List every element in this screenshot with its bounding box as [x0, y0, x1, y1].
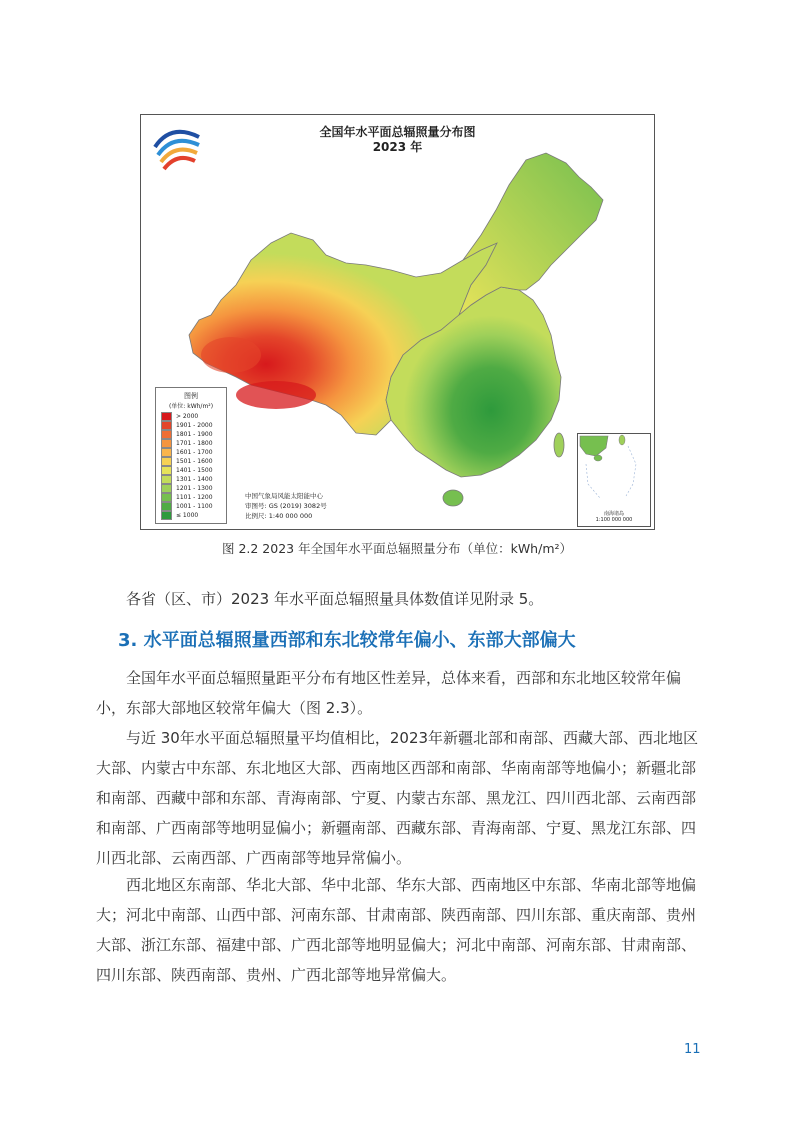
- map-title-line2: 2023 年: [372, 140, 423, 154]
- section-heading: 3. 水平面总辐照量西部和东北较常年偏小、东部大部偏大: [118, 630, 576, 651]
- figure-caption: 图 2.2 2023 年全国年水平面总辐照量分布（单位：kWh/m²）: [221, 541, 573, 556]
- credit-line2: 审图号: GS (2019) 3082号: [245, 502, 327, 510]
- legend-item: [161, 430, 226, 439]
- legend-item: [161, 484, 226, 493]
- inset-label-line2: 1:100 000 000: [595, 517, 633, 523]
- legend-unit: (单位: kWh/m²): [168, 403, 214, 410]
- legend-label: 1501 - 1600: [176, 458, 213, 465]
- map-taiwan-island: [554, 433, 564, 457]
- legend-swatch: [161, 439, 172, 448]
- legend-label: > 2000: [176, 413, 199, 420]
- map-northeast-region: [459, 153, 603, 315]
- legend-swatch: [161, 457, 172, 466]
- legend-label: 1801 - 1900: [176, 431, 213, 438]
- paragraph-below-average: 与近 30年水平面总辐照量平均值相比，2023年新疆北部和南部、西藏大部、西北地区大部、内蒙古中东部、东北地区大部、西南地区西部和南部、华南南部等地偏小；新疆北部和南部、西藏中部和东部、青海南部、宁夏、内蒙古东部、黑龙江、四川西北部、云南西部和南部、广西南部等地明显偏小；新疆南部、西藏东部、青海南部、宁夏、黑龙江东部、四川西北部、云南西部、广西南部等地异常偏小。: [96, 729, 699, 867]
- legend-swatch: [161, 511, 172, 520]
- legend-item: [161, 421, 226, 430]
- legend-item: [161, 475, 226, 484]
- legend-item: [161, 439, 226, 448]
- inset-map: [578, 434, 650, 504]
- paragraph-appendix-note: 各省（区、市）2023 年水平面总辐照量具体数值详见附录 5。: [126, 590, 544, 608]
- legend-label: 1301 - 1400: [176, 476, 213, 483]
- legend-item: [161, 412, 226, 421]
- legend-label: 1401 - 1500: [176, 467, 213, 474]
- legend-swatch: [161, 475, 172, 484]
- legend-item: [161, 448, 226, 457]
- solar-map-figure: [140, 114, 655, 530]
- legend-swatch: [161, 493, 172, 502]
- legend-swatch: [161, 430, 172, 439]
- legend-swatch: [161, 448, 172, 457]
- legend-label: 1001 - 1100: [176, 503, 213, 510]
- legend-label: 1901 - 2000: [176, 422, 213, 429]
- paragraph-overview: 全国年水平面总辐照量距平分布有地区性差异，总体来看，西部和东北地区较常年偏小，东部大部地区较常年偏大（图 2.3）。: [96, 669, 682, 717]
- map-hainan-island: [443, 490, 463, 506]
- legend-label: 1701 - 1800: [176, 440, 213, 447]
- legend-item: [161, 511, 226, 520]
- legend-swatch: [161, 412, 172, 421]
- legend-label: 1601 - 1700: [176, 449, 213, 456]
- map-legend: [155, 387, 227, 524]
- south-china-sea-inset: [577, 433, 651, 527]
- paragraph-above-average: 西北地区东南部、华北大部、华中北部、华东大部、西南地区中东部、华南北部等地偏大；河北中南部、山西中部、河南东部、甘肃南部、陕西南部、四川东部、重庆南部、贵州大部、浙江东部、福建中部、广西北部等地明显偏大；河北中南部、河南东部、甘肃南部、四川东部、陕西南部、贵州、广西北部等地异常偏大。: [96, 876, 697, 984]
- legend-title: 图例: [184, 392, 198, 400]
- legend-swatch: [161, 466, 172, 475]
- legend-label: 1201 - 1300: [176, 485, 213, 492]
- legend-item: [161, 502, 226, 511]
- map-title-line1: 全国年水平面总辐照量分布图: [319, 125, 476, 139]
- legend-item: [161, 493, 226, 502]
- legend-item: [161, 457, 226, 466]
- legend-label: 1101 - 1200: [176, 494, 213, 501]
- page-number: 11: [684, 1042, 701, 1057]
- inset-label: [578, 511, 650, 523]
- credit-line1: 中国气象局风能太阳能中心: [245, 492, 323, 500]
- map-credit: [245, 491, 327, 521]
- legend-item: [161, 466, 226, 475]
- map-title: [141, 125, 654, 155]
- legend-label: ≤ 1000: [176, 512, 199, 519]
- legend-swatch: [161, 484, 172, 493]
- credit-line3: 比例尺: 1:40 000 000: [245, 512, 313, 520]
- legend-swatch: [161, 421, 172, 430]
- legend-swatch: [161, 502, 172, 511]
- inset-label-line1: 南海诸岛: [603, 511, 624, 517]
